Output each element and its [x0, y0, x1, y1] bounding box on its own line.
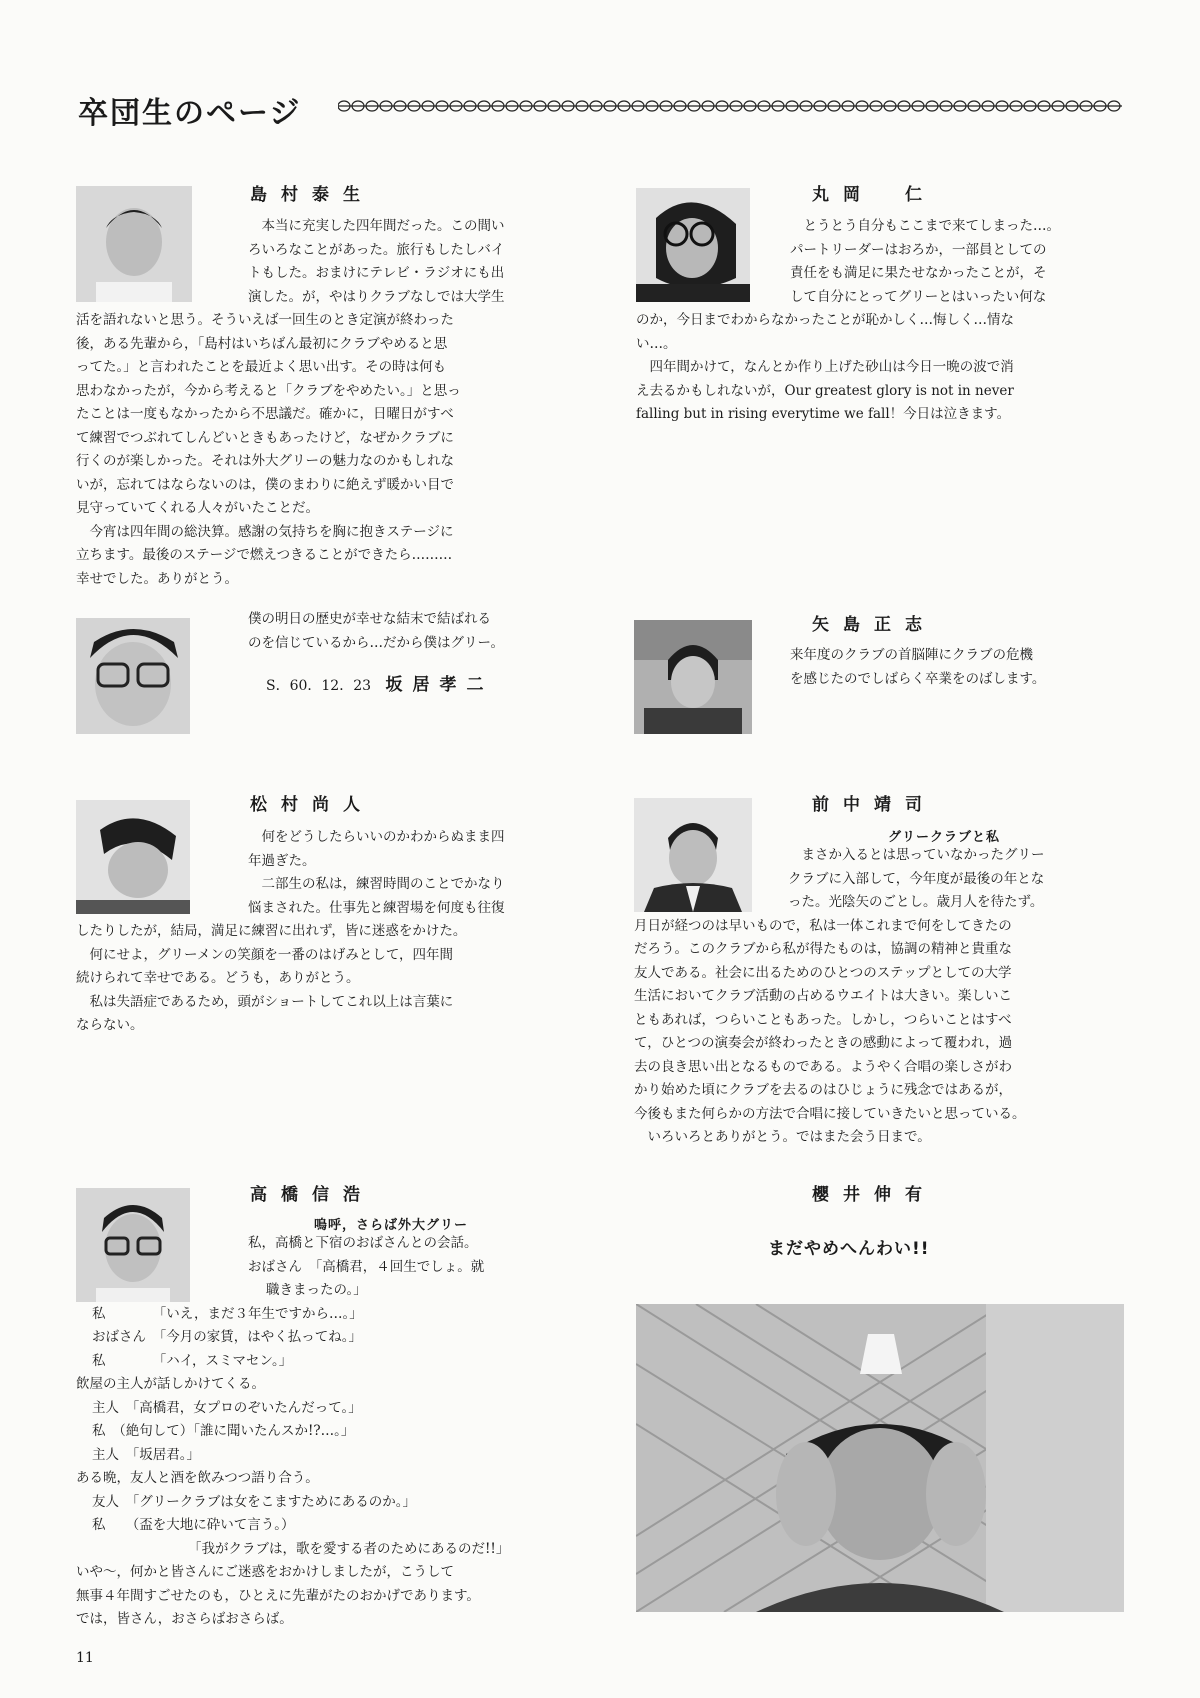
- text-line: ある晩，友人と酒を飲みつつ語り合う。: [76, 1470, 319, 1486]
- text-line: ろいろなことがあった。旅行もしたしバイ: [248, 241, 505, 258]
- portrait-photo-sakai: [76, 618, 190, 734]
- text-line: いが，忘れてはならないのは，僕のまわりに絶えず暖かい目で: [76, 476, 454, 493]
- text-line: したりしたが，結局，満足に練習に出れず，皆に迷惑をかけた。: [76, 923, 467, 939]
- member-message-maruoka: [636, 215, 1136, 427]
- text-line: て，ひとつの演奏会が終わったときの感動によって覆われ，過: [634, 1035, 1013, 1051]
- text-line: 今宵は四年間の総決算。感謝の気持ちを胸に抱きステージに: [89, 523, 454, 540]
- member-message-shimamura: [76, 215, 576, 591]
- text-line: 僕の明日の歴史が幸せな結末で結ばれる: [248, 611, 491, 627]
- text-line: 私 「いえ，まだ３年生ですから…。」: [92, 1305, 363, 1322]
- text-line: 生活においてクラブ活動の占めるウエイトは大きい。楽しいこ: [634, 988, 1012, 1004]
- member-name-maruoka: 丸岡 仁: [812, 185, 936, 205]
- text-line: を感じたのでしばらく卒業をのばします。: [790, 670, 1046, 687]
- text-line: え去るかもしれないが，Our greatest glory is not in never: [636, 382, 1014, 399]
- text-line: まさか入るとは思っていなかったグリー: [801, 847, 1045, 863]
- signature-date: S．60．12．23: [266, 678, 372, 694]
- text-line: 活を語れないと思う。そういえば一回生のとき定演が終わった: [76, 312, 454, 328]
- text-line: だろう。このクラブから私が得たものは，協調の精神と貴重な: [634, 941, 1012, 957]
- text-line: のか，今日までわからなかったことが恥かしく…悔しく…情な: [636, 312, 1014, 328]
- page-number: 11: [76, 1650, 94, 1666]
- text-line: 主人 「坂居君。」: [92, 1446, 200, 1463]
- text-line: いや～，何かと皆さんにご迷惑をおかけしましたが，こうして: [76, 1564, 454, 1580]
- text-line: 無事４年間すごせたのも，ひとえに先輩がたのおかげであります。: [76, 1587, 480, 1604]
- text-line: 私は失語症であるため，頭がショートしてこれ以上は言葉に: [89, 993, 454, 1010]
- text-line: 行くのが楽しかった。それは外大グリーの魅力なのかもしれな: [76, 453, 454, 469]
- text-line: 演した。が，やはりクラブなしでは大学生: [248, 288, 505, 305]
- text-line: 二部生の私は，練習時間のことでかなり: [261, 876, 505, 892]
- text-line: 主人 「高橋君，女プロのぞいたんだって。」: [92, 1399, 362, 1416]
- signature-sakai: [266, 670, 494, 695]
- text-line: 「我がクラブは，歌を愛する者のためにあるのだ!!」: [188, 1540, 510, 1557]
- text-line: 年過ぎた。: [248, 852, 316, 869]
- text-line: いろいろとありがとう。ではまた会う日まで。: [647, 1129, 931, 1145]
- text-line: トもした。おまけにテレビ・ラジオにも出: [248, 265, 505, 281]
- member-name-shimamura: 島村泰生: [250, 185, 374, 205]
- text-line: たことは一度もなかったから不思議だ。確かに，日曜日がすべ: [76, 406, 454, 422]
- text-line: おばさん 「高橋君，４回生でしょ。就: [248, 1258, 485, 1275]
- page-title: 卒団生のページ: [78, 96, 302, 131]
- text-line: クラブに入部して，今年度が最後の年とな: [788, 870, 1045, 887]
- member-message-yajima: [790, 644, 1130, 691]
- text-line: かり始めた頃にクラブを去るのはひじょうに残念ではあるが，: [634, 1082, 1012, 1098]
- member-catchphrase-sakurai: まだやめへんわい!!: [768, 1239, 930, 1259]
- member-message-sakai: [248, 608, 588, 655]
- text-line: のを信じているから…だから僕はグリー。: [248, 634, 504, 651]
- member-subtitle-maenaka: グリークラブと私: [888, 830, 1001, 845]
- text-line: パートリーダーはおろか，一部員としての: [790, 241, 1047, 258]
- decorative-title-rule: [338, 98, 1122, 114]
- large-photo-sakurai: [636, 1304, 1124, 1612]
- text-line: 友人 「グリークラブは女をこますためにあるのか。」: [92, 1493, 416, 1510]
- text-line: ってた。」と言われたことを最近よく思い出す。その時は何も: [76, 359, 447, 375]
- text-line: ともあれば，つらいこともあった。しかし，つらいことはすべ: [634, 1011, 1012, 1028]
- member-message-takahashi: [76, 1232, 576, 1632]
- text-line: 何にせよ，グリーメンの笑顔を一番のはげみとして，四年間: [89, 946, 454, 963]
- text-line: とうとう自分もここまで来てしまった…。: [803, 218, 1060, 234]
- text-line: 思わなかったが，今から考えると「クラブをやめたい。」と思っ: [76, 382, 461, 399]
- text-line: 立ちます。最後のステージで燃えつきることができたら………: [76, 547, 453, 563]
- text-line: 月日が経つのは早いもので，私は一体これまで何をしてきたの: [634, 917, 1012, 934]
- member-message-maenaka: [634, 844, 1134, 1150]
- text-line: 私 「ハイ，スミマセン。」: [92, 1352, 293, 1369]
- text-line: 私，高橋と下宿のおばさんとの会話。: [248, 1235, 478, 1251]
- text-line: ならない。: [76, 1017, 144, 1033]
- member-name-matsumura: 松村尚人: [250, 795, 374, 815]
- text-line: おばさん 「今月の家賃，はやく払ってね。」: [92, 1329, 362, 1345]
- portrait-photo-yajima: [634, 620, 752, 734]
- text-line: 飲屋の主人が話しかけてくる。: [76, 1376, 265, 1392]
- text-line: 後，ある先輩から，「島村はいちばん最初にクラブやめると思: [76, 335, 448, 352]
- text-line: 見守っていてくれる人々がいたことだ。: [76, 500, 319, 516]
- member-name-yajima: 矢島正志: [812, 615, 936, 635]
- text-line: い…。: [636, 335, 677, 352]
- text-line: 本当に充実した四年間だった。この間い: [261, 218, 505, 234]
- text-line: 幸せでした。ありがとう。: [76, 570, 238, 587]
- text-line: った。光陰矢のごとし。歳月人を待たず。: [788, 894, 1044, 910]
- text-line: 悩まされた。仕事先と練習場を何度も往復: [248, 899, 505, 916]
- member-name-takahashi: 高橋信浩: [250, 1185, 374, 1205]
- text-line: て練習でつぶれてしんどいときもあったけど，なぜかクラブに: [76, 429, 454, 446]
- member-name-sakurai: 櫻井伸有: [812, 1185, 936, 1205]
- text-line: 去の良き思い出となるものである。ようやく合唱の楽しさがわ: [634, 1058, 1012, 1075]
- text-line: 私 （絶句して）「誰に聞いたんスか!?…。」: [92, 1423, 355, 1439]
- text-line: して自分にとってグリーとはいったい何な: [790, 288, 1047, 305]
- text-line: 続けられて幸せである。どうも，ありがとう。: [76, 970, 360, 986]
- text-line: 責任をも満足に果たせなかったことが，そ: [790, 265, 1047, 281]
- text-line: 私 （盃を大地に砕いて言う。）: [92, 1517, 295, 1533]
- member-message-matsumura: [76, 826, 576, 1038]
- text-line: falling but in rising everytime we fall！今日は泣きます。: [636, 406, 1011, 422]
- text-line: 来年度のクラブの首脳陣にクラブの危機: [790, 647, 1033, 663]
- text-line: 友人である。社会に出るためのひとつのステップとしての大学: [634, 964, 1012, 981]
- member-subtitle-takahashi: 嗚呼，さらば外大グリー: [314, 1218, 469, 1233]
- member-name-sakai: 坂居孝二: [385, 675, 494, 695]
- text-line: 何をどうしたらいいのかわからぬまま四: [261, 829, 505, 845]
- text-line: 職きまったの。」: [266, 1282, 367, 1298]
- member-name-maenaka: 前中靖司: [812, 795, 936, 815]
- text-line: 四年間かけて，なんとか作り上げた砂山は今日一晩の波で消: [649, 359, 1014, 375]
- text-line: では，皆さん，おさらばおさらば。: [76, 1611, 293, 1627]
- text-line: 今後もまた何らかの方法で合唱に接していきたいと思っている。: [634, 1105, 1026, 1122]
